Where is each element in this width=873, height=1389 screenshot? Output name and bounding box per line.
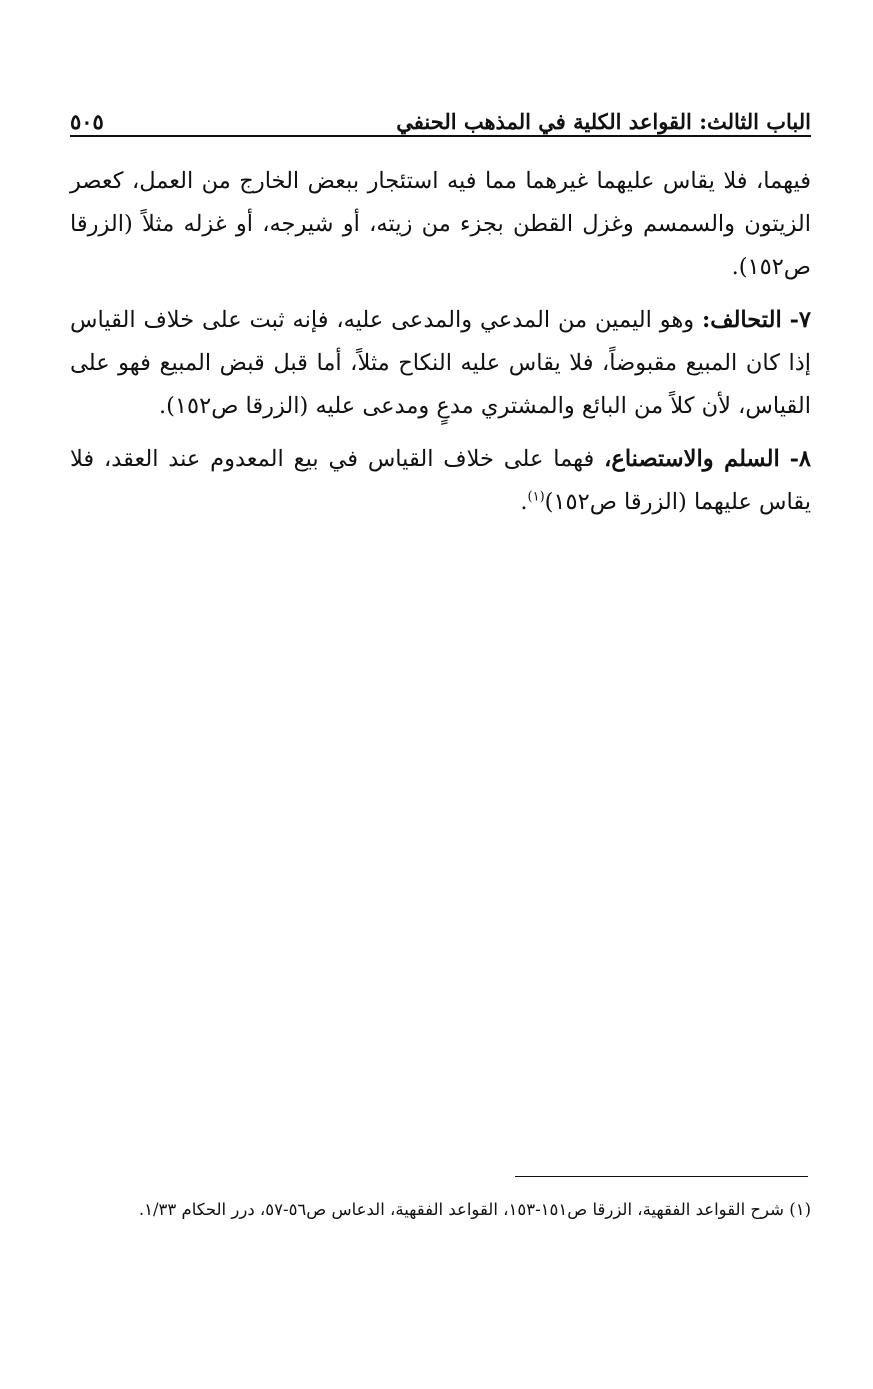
main-text	[70, 160, 811, 534]
footnotes	[62, 1188, 811, 1232]
paragraph-continuation	[70, 160, 811, 289]
footnote-marker: (١)	[789, 1200, 811, 1219]
footnote-rule	[515, 1176, 808, 1177]
chapter-title: الباب الثالث: القواعد الكلية في المذهب الحنفي	[396, 109, 811, 134]
paragraph-item-8	[70, 438, 811, 524]
paragraph-text: فيهما، فلا يقاس عليهما غيرهما مما فيه استئجار ببعض الخارج من العمل، كعصر الزيتون والسمسم وغزل القطن بجزء من زيته، أو شيرجه، أو غزله مثلاً (الزرقا ص١٥٢).	[70, 168, 811, 280]
paragraph-text: وهو اليمين من المدعي والمدعى عليه، فإنه ثبت على خلاف القياس إذا كان المبيع مقبوضاً، فلا يقاس عليه النكاح مثلاً، أما قبل قبض المبيع فهو على القياس، لأن كلاً من البائع والمشتري مدعٍ ومدعى عليه (الزرقا ص١٥٢).	[70, 307, 811, 419]
header-rule	[70, 135, 811, 137]
running-header	[70, 98, 811, 134]
footnote-item	[62, 1188, 811, 1232]
footnote-text: شرح القواعد الفقهية، الزرقا ص١٥١-١٥٣، القواعد الفقهية، الدعاس ص٥٦-٥٧، درر الحكام ١/٣٣.	[138, 1200, 784, 1219]
item-term: التحالف:	[701, 307, 782, 333]
paragraph-text: فهما على خلاف القياس في بيع المعدوم عند العقد، فلا يقاس عليهما (الزرقا ص١٥٢)	[70, 446, 811, 515]
footnote-reference[interactable]: (١)	[527, 489, 545, 505]
item-number: ٨-	[789, 446, 812, 472]
page-number: ٥٠٥	[70, 109, 104, 134]
paragraph-item-7	[70, 299, 811, 428]
item-term: السلم والاستصناع،	[604, 446, 780, 472]
item-number: ٧-	[789, 307, 812, 333]
paragraph-end: .	[520, 489, 528, 515]
